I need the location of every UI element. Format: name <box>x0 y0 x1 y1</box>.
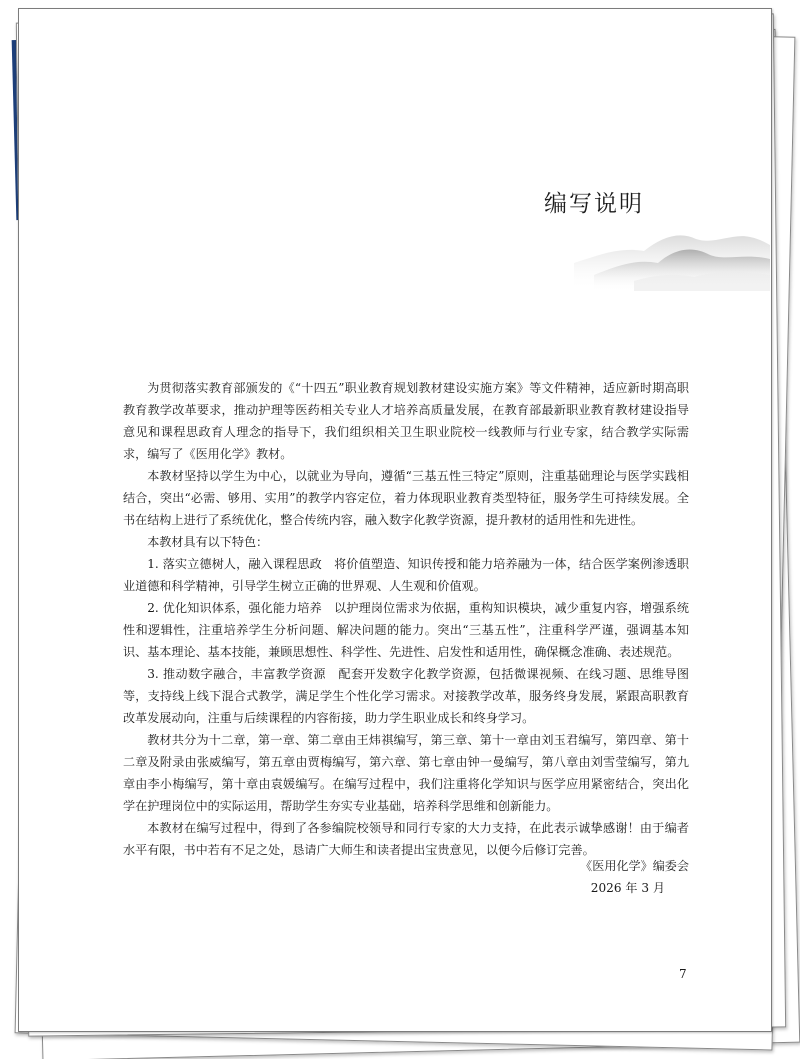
paragraph-acknowledgement: 本教材在编写过程中，得到了各参编院校领导和同行专家的大力支持，在此表示诚挚感谢！由于编者水平有限，书中若有不足之处，恳请广大师生和读者提出宝贵意见，以便今后修订完善。 <box>123 821 689 857</box>
page-number: 7 <box>679 967 687 981</box>
document-body <box>123 377 689 861</box>
paragraph-feature-1: 1. 落实立德树人，融入课程思政 将价值塑造、知识传授和能力培养融为一体，结合医学案例渗透职业道德和科学精神，引导学生树立正确的世界观、人生观和价值观。 <box>123 557 689 593</box>
signature-org: 《医用化学》编委会 <box>580 859 689 873</box>
paragraph-intro: 为贯彻落实教育部颁发的《“十四五”职业教育规划教材建设实施方案》等文件精神，适应新时期高职教育教学改革要求，推动护理等医药相关专业人才培养高质量发展，在教育部最新职业教育教材建设指导意见和课程思政育人理念的指导下，我们组织相关卫生职业院校一线教师与行业专家，结合教学实际需求，编写了《医用化学》教材。 <box>123 381 689 461</box>
paragraph-features-heading: 本教材具有以下特色： <box>147 535 269 549</box>
signature-date: 2026 年 3 月 <box>590 881 665 895</box>
mountain-ink-illustration <box>574 219 770 291</box>
paragraph-principles: 本教材坚持以学生为中心，以就业为导向，遵循“三基五性三特定”原则，注重基础理论与医学实践相结合，突出“必需、够用、实用”的教学内容定位，着力体现职业教育类型特征，服务学生可持续发展。全书在结构上进行了系统优化，整合传统内容，融入数字化教学资源，提升教材的适用性和先进性。 <box>123 469 689 527</box>
paragraph-feature-2: 2. 优化知识体系，强化能力培养 以护理岗位需求为依据，重构知识模块，减少重复内容，增强系统性和逻辑性，注重培养学生分析问题、解决问题的能力。突出“三基五性”，注重科学严谨，强调基本知识、基本理论、基本技能，兼顾思想性、科学性、先进性、启发性和适用性，确保概念准确、表述规范。 <box>123 601 689 659</box>
page-title: 编写说明 <box>544 191 644 217</box>
document-page <box>18 8 772 1032</box>
paragraph-authors: 教材共分为十二章，第一章、第二章由王炜祺编写，第三章、第十一章由刘玉君编写，第四章、第十二章及附录由张威编写，第五章由贾梅编写，第六章、第七章由钟一曼编写，第八章由刘雪莹编写，第九章由李小梅编写，第十章由袁媛编写。在编写过程中，我们注重将化学知识与医学应用紧密结合，突出化学在护理岗位中的实际运用，帮助学生夯实专业基础，培养科学思维和创新能力。 <box>123 733 689 813</box>
signature-block <box>419 855 689 899</box>
paragraph-feature-3: 3. 推动数字融合，丰富教学资源 配套开发数字化教学资源，包括微课视频、在线习题、思维导图等，支持线上线下混合式教学，满足学生个性化学习需求。对接教学改革，服务终身发展，紧跟高职教育改革发展动向，注重与后续课程的内容衔接，助力学生职业成长和终身学习。 <box>123 667 689 725</box>
